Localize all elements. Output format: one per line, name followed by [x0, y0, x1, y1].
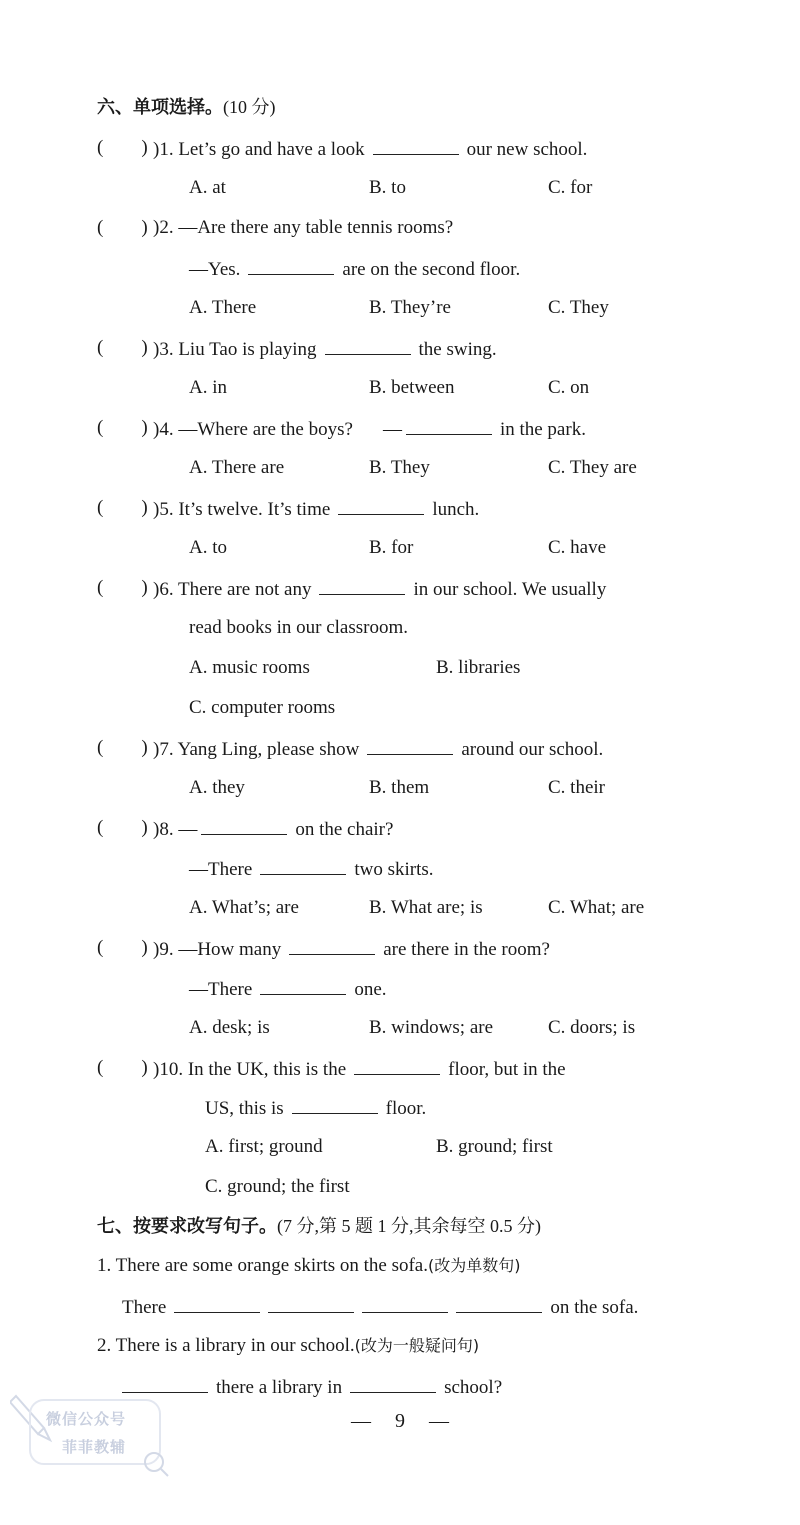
- question-3: [153, 336, 497, 362]
- answer-paren-2[interactable]: ( ): [97, 217, 148, 238]
- question-1: [153, 136, 587, 162]
- q7-option-a: A. they: [189, 777, 245, 798]
- rewrite-1-answer-pre: There: [122, 1297, 167, 1318]
- answer-paren-4[interactable]: ( ): [97, 417, 148, 438]
- answer-paren-9[interactable]: ( ): [97, 937, 148, 958]
- q1-option-b: B. to: [369, 177, 406, 198]
- q6-text-pre: There are not any: [178, 579, 312, 600]
- section7-score: (7 分,第 5 题 1 分,其余每空 0.5 分): [277, 1216, 541, 1236]
- q4-blank[interactable]: [406, 416, 492, 435]
- q7-text-pre: Yang Ling, please show: [177, 739, 360, 760]
- q10-line2-pre: US, this is: [205, 1098, 284, 1119]
- watermark-line2: 菲菲教辅: [62, 1438, 127, 1456]
- q6-text-post: in our school. We usually: [413, 579, 607, 600]
- q4-dash: —: [382, 419, 402, 440]
- q8-dash: —: [178, 819, 198, 840]
- q10-option-a: A. first; ground: [205, 1136, 323, 1157]
- q9-option-b: B. windows; are: [369, 1017, 494, 1038]
- q1-option-c: C. for: [548, 177, 593, 198]
- q5-option-b: B. for: [369, 537, 414, 558]
- q3-text-post: the swing.: [418, 339, 497, 360]
- q1-blank[interactable]: [373, 136, 459, 155]
- rewrite-1-text: 1. There are some orange skirts on the sofa.: [97, 1255, 428, 1276]
- q7-option-b: B. them: [369, 777, 430, 798]
- q6-option-a: A. music rooms: [189, 657, 310, 678]
- rewrite-2-answer-mid: there a library in: [216, 1377, 343, 1398]
- question-5: [153, 496, 479, 522]
- question-6: [153, 576, 606, 602]
- q4-option-a: A. There are: [189, 457, 285, 478]
- q4-option-b: B. They: [369, 457, 430, 478]
- q10-blank-1[interactable]: [354, 1056, 440, 1075]
- answer-paren-5[interactable]: ( ): [97, 497, 148, 518]
- rewrite-1-blank-4[interactable]: [456, 1294, 542, 1313]
- q2-number: )2.: [153, 217, 174, 238]
- q9-blank-2[interactable]: [260, 976, 346, 995]
- q3-option-c: C. on: [548, 377, 590, 398]
- q8-number: )8.: [153, 819, 174, 840]
- q4-text-post: in the park.: [499, 419, 586, 440]
- q9-line2-post: one.: [354, 979, 387, 1000]
- q10-text-pre: In the UK, this is the: [187, 1059, 347, 1080]
- q4-option-c: C. They are: [548, 457, 637, 478]
- answer-paren-10[interactable]: ( ): [97, 1057, 148, 1078]
- q8-option-a: A. What’s; are: [189, 897, 299, 918]
- q8-line2-pre: —There: [189, 859, 253, 880]
- q5-option-c: C. have: [548, 537, 607, 558]
- q10-line2-post: floor.: [385, 1098, 427, 1119]
- q8-option-c: C. What; are: [548, 897, 645, 918]
- q9-text-post: are there in the room?: [383, 939, 550, 960]
- q6-option-b: B. libraries: [436, 657, 521, 678]
- rewrite-2-answer: [122, 1374, 502, 1400]
- q4-text-pre: —Where are the boys?: [178, 419, 353, 440]
- q5-blank[interactable]: [338, 496, 424, 515]
- q6-blank[interactable]: [319, 576, 405, 595]
- answer-paren-3[interactable]: ( ): [97, 337, 148, 358]
- q10-text-post: floor, but in the: [448, 1059, 566, 1080]
- q5-text-post: lunch.: [432, 499, 480, 520]
- q3-option-a: A. in: [189, 377, 227, 398]
- answer-paren-7[interactable]: ( ): [97, 737, 148, 758]
- q7-text-post: around our school.: [461, 739, 604, 760]
- q7-number: )7.: [153, 739, 174, 760]
- q10-number: )10.: [153, 1059, 184, 1080]
- q2-line2-post: are on the second floor.: [342, 259, 521, 280]
- answer-paren-1[interactable]: ( ): [97, 137, 148, 158]
- q9-blank-1[interactable]: [289, 936, 375, 955]
- q10-option-c: C. ground; the first: [205, 1176, 350, 1197]
- rewrite-2: [97, 1334, 479, 1358]
- q5-text-pre: It’s twelve. It’s time: [178, 499, 331, 520]
- q4-number: )4.: [153, 419, 174, 440]
- q6-line2: read books in our classroom.: [189, 617, 408, 638]
- q3-text-pre: Liu Tao is playing: [178, 339, 317, 360]
- rewrite-2-note: (改为一般疑问句): [354, 1336, 480, 1355]
- section6-title: 六、单项选择。: [97, 97, 223, 118]
- q2-option-b: B. They’re: [369, 297, 451, 318]
- q2-option-a: A. There: [189, 297, 257, 318]
- rewrite-1-note: (改为单数句): [428, 1256, 521, 1275]
- rewrite-1-answer-post: on the sofa.: [550, 1297, 639, 1318]
- q8-text-post: on the chair?: [295, 819, 394, 840]
- q8-line2-post: two skirts.: [354, 859, 434, 880]
- page-number-value: 9: [395, 1410, 405, 1432]
- watermark-pen-icon: [10, 1388, 170, 1480]
- q3-option-b: B. between: [369, 377, 455, 398]
- watermark: [10, 1388, 170, 1480]
- q9-text-pre: —How many: [178, 939, 282, 960]
- page-number-dash-left: —: [351, 1410, 371, 1432]
- q7-option-c: C. their: [548, 777, 605, 798]
- q9-number: )9.: [153, 939, 174, 960]
- watermark-line1: 微信公众号: [46, 1410, 127, 1428]
- q9-line2-pre: —There: [189, 979, 253, 1000]
- question-4: [153, 416, 586, 442]
- q6-option-c: C. computer rooms: [189, 697, 336, 718]
- q5-option-a: A. to: [189, 537, 227, 558]
- rewrite-2-answer-post: school?: [444, 1377, 503, 1398]
- q1-text-pre: Let’s go and have a look: [178, 139, 365, 160]
- q8-option-b: B. What are; is: [369, 897, 483, 918]
- q3-blank[interactable]: [325, 336, 411, 355]
- q6-number: )6.: [153, 579, 174, 600]
- q9-option-a: A. desk; is: [189, 1017, 270, 1038]
- question-8: [153, 816, 393, 842]
- rewrite-1: [97, 1254, 521, 1278]
- question-2: [153, 216, 453, 240]
- q7-blank[interactable]: [367, 736, 453, 755]
- rewrite-2-blank-2[interactable]: [350, 1374, 436, 1393]
- answer-paren-6[interactable]: ( ): [97, 577, 148, 598]
- question-8-line2: [189, 856, 434, 882]
- question-2-line2: [189, 256, 520, 282]
- q2-line1: —Are there any table tennis rooms?: [178, 217, 454, 238]
- q10-blank-2[interactable]: [292, 1095, 378, 1114]
- page-number-dash-right: —: [429, 1410, 449, 1432]
- q9-option-c: C. doors; is: [548, 1017, 636, 1038]
- rewrite-1-blank-3[interactable]: [362, 1294, 448, 1313]
- q1-option-a: A. at: [189, 177, 226, 198]
- q8-blank-1[interactable]: [201, 816, 287, 835]
- answer-paren-8[interactable]: ( ): [97, 817, 148, 838]
- q2-line2-pre: —Yes.: [189, 259, 241, 280]
- q2-option-c: C. They: [548, 297, 609, 318]
- section6-heading: [97, 95, 276, 120]
- q5-number: )5.: [153, 499, 174, 520]
- question-10: [153, 1056, 566, 1082]
- rewrite-1-answer: [122, 1294, 638, 1320]
- q3-number: )3.: [153, 339, 174, 360]
- section6-score: (10 分): [223, 97, 276, 117]
- question-7: [153, 736, 603, 762]
- q1-text-post: our new school.: [466, 139, 588, 160]
- q1-number: )1.: [153, 139, 174, 160]
- question-9: [153, 936, 550, 962]
- q2-blank[interactable]: [248, 256, 334, 275]
- q8-blank-2[interactable]: [260, 856, 346, 875]
- rewrite-1-blank-1[interactable]: [174, 1294, 260, 1313]
- rewrite-1-blank-2[interactable]: [268, 1294, 354, 1313]
- question-10-line2: [205, 1095, 426, 1121]
- question-9-line2: [189, 976, 387, 1002]
- q10-option-b: B. ground; first: [436, 1136, 553, 1157]
- rewrite-2-text: 2. There is a library in our school.: [97, 1335, 355, 1356]
- section7-title: 七、按要求改写句子。: [97, 1216, 277, 1237]
- section7-heading: [97, 1214, 541, 1239]
